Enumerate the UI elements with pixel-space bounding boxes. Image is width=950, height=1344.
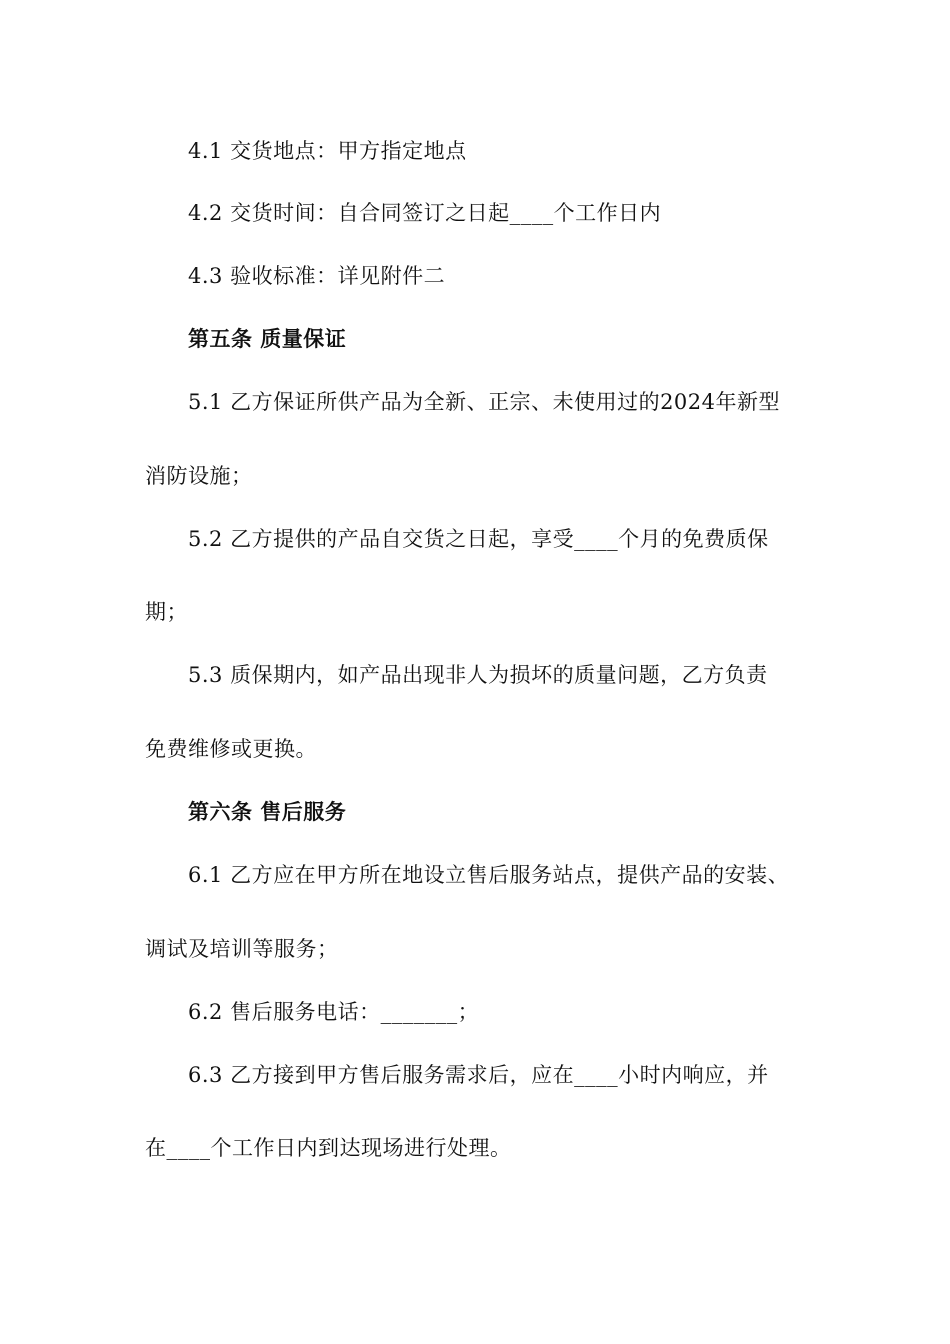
clause-5-2-line-1: 5.2 乙方提供的产品自交货之日起，享受____个月的免费质保 [188, 527, 769, 551]
clause-6-2: 6.2 售后服务电话：_______； [188, 1000, 480, 1024]
clause-5-2-line-2: 期； [145, 600, 188, 624]
clause-4-2: 4.2 交货时间：自合同签订之日起____个工作日内 [188, 201, 662, 225]
clause-5-1-line-1: 5.1 乙方保证所供产品为全新、正宗、未使用过的2024年新型 [188, 390, 781, 414]
article-6-heading: 第六条 售后服务 [188, 799, 347, 824]
clause-4-3: 4.3 验收标准：详见附件二 [188, 264, 446, 288]
clause-4-1: 4.1 交货地点：甲方指定地点 [188, 139, 467, 163]
clause-6-3-line-1: 6.3 乙方接到甲方售后服务需求后，应在____小时内响应，并 [188, 1063, 769, 1087]
clause-5-3-line-2: 免费维修或更换。 [145, 737, 317, 761]
clause-6-3-line-2: 在____个工作日内到达现场进行处理。 [145, 1136, 512, 1160]
clause-6-1-line-2: 调试及培训等服务； [145, 937, 339, 961]
article-5-heading: 第五条 质量保证 [188, 326, 347, 351]
clause-5-1-line-2: 消防设施； [145, 464, 253, 488]
clause-6-1-line-1: 6.1 乙方应在甲方所在地设立售后服务站点，提供产品的安装、 [188, 863, 790, 887]
clause-5-3-line-1: 5.3 质保期内，如产品出现非人为损坏的质量问题，乙方负责 [188, 663, 768, 687]
